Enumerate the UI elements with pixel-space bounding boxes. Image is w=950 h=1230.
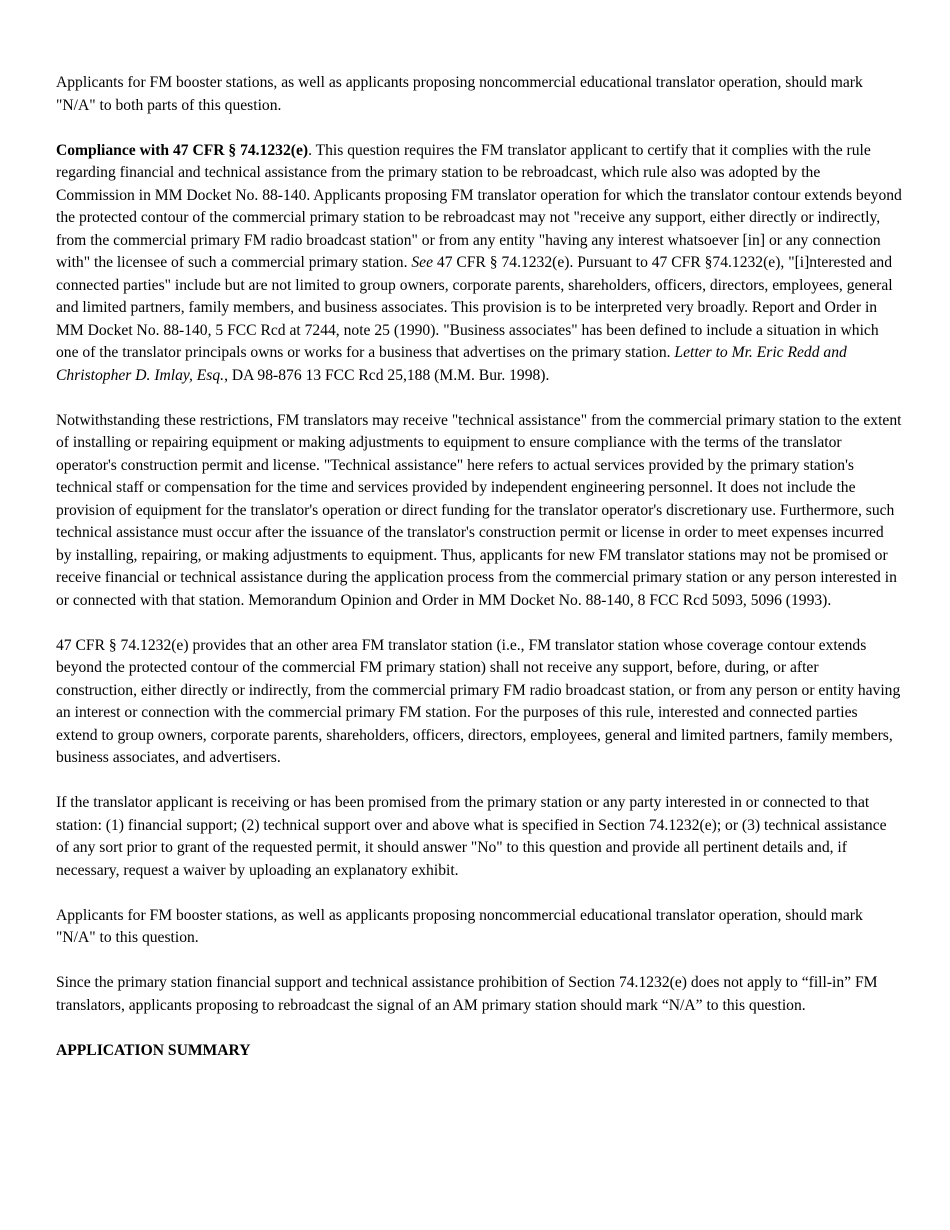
paragraph-other-area-translator: 47 CFR § 74.1232(e) provides that an other area FM translator station (i.e., FM translator station whose coverage contour extends beyond the protected contour of the commercial FM primary station) shall not receive any support, before, during, or after construction, either directly or indirectly, from the commercial primary FM radio broadcast station, or from any person or entity having an interest or connection with the commercial primary FM station. For the purposes of this rule, interested and connected parties extend to group owners, corporate parents, shareholders, officers, directors, employees, general and limited partners, family members, business associates, and advertisers. xyxy=(56,636,901,766)
paragraph-booster-na: Applicants for FM booster stations, as well as applicants proposing noncommercial educational translator operation, should mark "N/A" to this question. xyxy=(56,906,863,946)
compliance-text-2: 47 CFR § 74.1232(e). Pursuant to 47 CFR §74.1232(e), "[i]nterested and connected parties" include but are not limited to group owners, corporate parents, shareholders, officers, directors, employees, general and limited partners, family members, and business associates. This provision is to be interpreted very broadly. Report and Order in MM Docket No. 88-140, 5 FCC Rcd at 7244, note 25 (1990). "Business associates" has been defined to include a situation in which one of the translator principals owns or works for a business that advertises on the primary station. xyxy=(56,254,893,361)
letter-citation: Letter to Mr. Eric Redd and Christopher D. Imlay, Esq. xyxy=(56,344,847,384)
compliance-heading: Compliance with 47 CFR § 74.1232(e) xyxy=(56,141,309,159)
see-citation: See xyxy=(411,254,434,271)
paragraph-compliance xyxy=(56,140,902,388)
section-heading-application-summary: APPLICATION SUMMARY xyxy=(56,1041,251,1059)
paragraph-fill-in-translators: Since the primary station financial support and technical assistance prohibition of Section 74.1232(e) does not apply to “fill-in” FM translators, applicants proposing to rebroadcast the signal of an AM primary station should mark “N/A” to this question. xyxy=(56,974,878,1014)
compliance-text-3: , DA 98-876 13 FCC Rcd 25,188 (M.M. Bur. 1998). xyxy=(224,366,550,384)
paragraph-technical-assistance: Notwithstanding these restrictions, FM translators may receive "technical assistance" from the commercial primary station to the extent of installing or repairing equipment or making adjustments to equipment to ensure compliance with the terms of the translator operator's construction permit and license. "Technical assistance" here refers to actual services provided by the primary station's technical staff or compensation for the time and services provided by independent engineering personnel. It does not include the provision of equipment for the translator's operation or direct funding for the translator operator's discretionary use. Furthermore, such technical assistance must occur after the issuance of the translator's construction permit or license in order to meet expenses incurred by installing, repairing, or making adjustments to equipment. Thus, applicants for new FM translator stations may not be promised or receive financial or technical assistance during the application process from the commercial primary station or any person interested in or connected with that station. Memorandum Opinion and Order in MM Docket No. 88-140, 8 FCC Rcd 5093, 5096 (1993). xyxy=(56,411,902,609)
document-page xyxy=(56,72,902,1085)
paragraph-booster-na-both: Applicants for FM booster stations, as well as applicants proposing noncommercial educational translator operation, should mark "N/A" to both parts of this question. xyxy=(56,74,863,114)
compliance-text-1: . This question requires the FM translator applicant to certify that it complies with the rule regarding financial and technical assistance from the primary station to be rebroadcast, which rule also was adopted by the Commission in MM Docket No. 88-140. Applicants proposing FM translator operation for which the translator contour extends beyond the protected contour of the commercial primary station to be rebroadcast may not "receive any support, either directly or indirectly, from the commercial primary FM radio broadcast station" or from any entity "having any interest whatsoever [in] or any connection with" the licensee of such a commercial primary station. xyxy=(56,141,902,271)
paragraph-answer-no: If the translator applicant is receiving or has been promised from the primary station or any party interested in or connected to that station: (1) financial support; (2) technical support over and above what is specified in Section 74.1232(e); or (3) technical assistance of any sort prior to grant of the requested permit, it should answer "No" to this question and provide all pertinent details and, if necessary, request a waiver by uploading an explanatory exhibit. xyxy=(56,794,887,879)
